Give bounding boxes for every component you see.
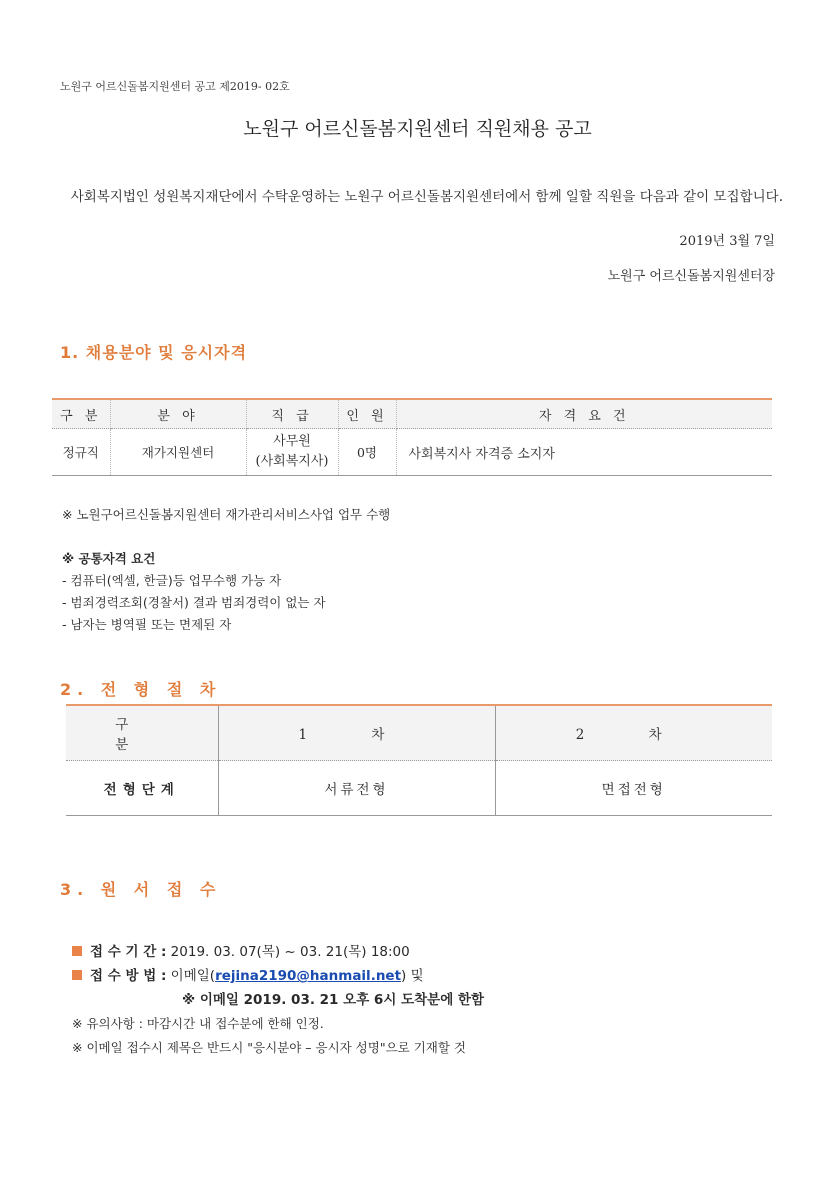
method-prefix: 이메일( (170, 968, 216, 984)
common-requirements (62, 548, 326, 636)
signer: 노원구 어르신돌봄지원센터장 (607, 269, 775, 284)
table-row (66, 761, 772, 816)
cell-stage-1: 서류전형 (218, 761, 495, 816)
list-item: - 범죄경력조회(경찰서) 결과 범죄경력이 없는 자 (62, 595, 326, 610)
section-3-title: 3. 원 서 접 수 (60, 880, 222, 899)
col-category: 구 분 (66, 705, 218, 761)
cell-field: 재가지원센터 (110, 429, 246, 476)
col-field: 분 야 (110, 399, 246, 429)
email-deadline-note: ※ 이메일 2019. 03. 21 오후 6시 도착분에 한함 (182, 992, 485, 1008)
period-value: 2019. 03. 07(목) ~ 03. 21(목) 18:00 (170, 944, 410, 960)
cell-count: 0명 (338, 429, 396, 476)
col-stage-2: 2 차 (495, 705, 772, 761)
announcement-date: 2019년 3월 7일 (679, 234, 775, 249)
section-2-title: 2. 전 형 절 차 (60, 680, 222, 699)
position-line-1: 사무원 (273, 434, 311, 449)
period-label: 접 수 기 간 : (90, 944, 167, 960)
square-bullet-icon (72, 970, 82, 980)
cell-stage-label: 전형단계 (66, 761, 218, 816)
list-item: - 컴퓨터(엑셀, 한글)등 업무수행 가능 자 (62, 573, 282, 588)
caution-1: ※ 유의사항 : 마감시간 내 접수분에 한해 인정. (72, 1016, 324, 1031)
application-period (72, 940, 484, 964)
caution-2: ※ 이메일 접수시 제목은 반드시 "응시분야 – 응시자 성명"으로 기재할 것 (72, 1040, 466, 1055)
col-requirement: 자 격 요 건 (396, 399, 772, 429)
col-stage-1: 1 차 (218, 705, 495, 761)
position-line-2: (사회복지사) (255, 454, 329, 469)
list-item: - 남자는 병역필 또는 면제된 자 (62, 617, 232, 632)
col-count: 인 원 (338, 399, 396, 429)
application-info (72, 940, 484, 1060)
cell-stage-2: 면접전형 (601, 782, 666, 798)
selection-process-table (66, 704, 772, 816)
cell-position (246, 429, 338, 476)
recruitment-table (52, 398, 772, 476)
application-method (72, 964, 484, 988)
intro-paragraph: 사회복지법인 성원복지재단에서 수탁운영하는 노원구 어르신돌봄지원센터에서 함께 일할 직원을 다음과 같이 모집합니다. (70, 189, 783, 205)
col-type: 구 분 (52, 399, 110, 429)
duty-note: ※ 노원구어르신돌봄지원센터 재가관리서비스사업 업무 수행 (62, 507, 391, 522)
email-link[interactable]: rejina2190@hanmail.net (215, 968, 402, 984)
table-row (52, 429, 772, 476)
page-title: 노원구 어르신돌봄지원센터 직원채용 공고 (243, 118, 592, 140)
table-header-row (66, 705, 772, 761)
document-number: 노원구 어르신돌봄지원센터 공고 제2019- 02호 (60, 80, 290, 93)
method-label: 접 수 방 법 : (90, 968, 167, 984)
cell-requirement: 사회복지사 자격증 소지자 (408, 446, 555, 462)
common-requirements-title: ※ 공통자격 요건 (62, 551, 156, 566)
square-bullet-icon (72, 946, 82, 956)
section-1-title: 1. 채용분야 및 응시자격 (60, 343, 248, 362)
col-position: 직 급 (246, 399, 338, 429)
cell-type: 정규직 (52, 429, 110, 476)
table-header-row (52, 399, 772, 429)
method-suffix: ) 및 (401, 968, 424, 984)
